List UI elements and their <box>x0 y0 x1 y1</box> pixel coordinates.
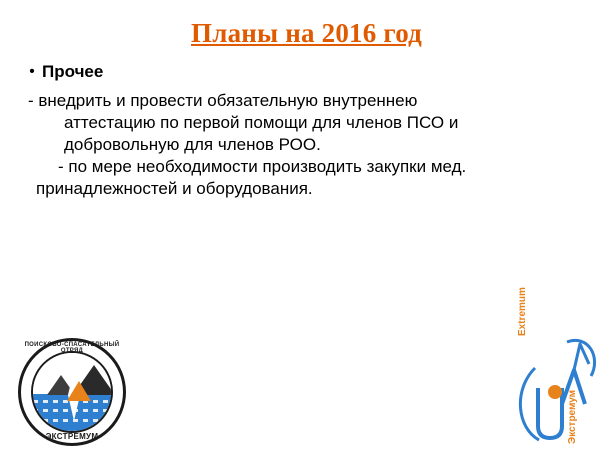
paragraph-2-cont: принадлежностей и оборудования. <box>36 179 313 198</box>
list-item-label: Прочее <box>42 62 104 81</box>
slide-body <box>22 62 567 200</box>
page-title: Планы на 2016 год <box>191 18 422 48</box>
extremum-logo <box>505 287 603 450</box>
bullet-marker-icon: • <box>29 63 35 80</box>
emblem-bottom-text: ЭКСТРЕМУМ <box>45 432 99 441</box>
extremum-logo-word-cyrillic: Экстремум <box>567 389 578 444</box>
paragraph-1-cont: аттестацию по первой помощи для членов ПСО и добровольную для членов РОО. <box>64 113 459 154</box>
paragraph-2-lead: - по мере необходимости производить закупки мед. <box>58 157 467 176</box>
extremum-logo-word-latin: Extremum <box>517 287 528 336</box>
extremum-logo-graphic <box>505 330 603 450</box>
emblem-top-text: ПОИСКОВО-СПАСАТЕЛЬНЫЙ ОТРЯД <box>24 342 120 354</box>
emblem-inner-disc <box>31 351 113 433</box>
list-item <box>22 62 567 82</box>
paragraph-2 <box>22 156 567 200</box>
emblem-orange-triangle-icon <box>67 381 91 401</box>
rescue-team-emblem-logo <box>18 338 126 446</box>
paragraph-1 <box>22 90 567 156</box>
paragraph-1-lead: - внедрить и провести обязательную внутреннею <box>28 91 418 110</box>
